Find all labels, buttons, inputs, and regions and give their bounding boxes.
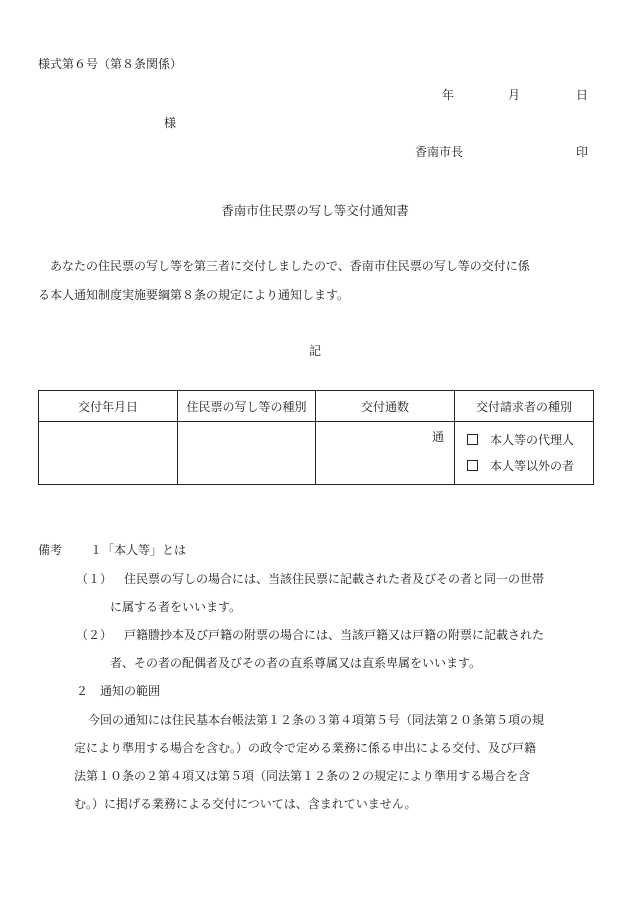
date-day-label: 日 [576, 88, 589, 102]
ki-heading: 記 [308, 344, 321, 358]
header-copy-count: 交付通数 [316, 391, 455, 422]
notes-sub-1-line-2: に属する者をいいます。 [110, 600, 242, 614]
header-document-type: 住民票の写し等の種別 [178, 391, 316, 422]
notes-sub-2-line-2: 者、その者の配偶者及びその者の直系尊属又は直系卑属をいいます。 [110, 656, 482, 670]
checkbox-icon[interactable] [467, 460, 478, 471]
notes-item-2-title: ２ 通知の範囲 [76, 684, 161, 698]
body-line-2: る本人通知制度実施要綱第８条の規定により通知します。 [38, 288, 350, 302]
notes-sub-2-number: （２） [76, 628, 113, 642]
notes-item-2-line-2: 定により準用する場合を含む。）の政令で定める業務に係る申出による交付、及び戸籍 [74, 741, 537, 755]
table-row [39, 422, 594, 485]
checkbox-icon[interactable] [467, 434, 478, 445]
seal-mark: 印 [576, 145, 589, 159]
notes-heading: 備考 [38, 543, 63, 557]
date-month-label: 月 [508, 88, 521, 102]
body-line-1: あなたの住民票の写し等を第三者に交付しましたので、香南市住民票の写し等の交付に係 [38, 259, 530, 273]
requester-option-label: 本人等以外の者 [490, 459, 575, 473]
table-header-row [39, 391, 594, 422]
addressee-suffix: 様 [164, 116, 177, 130]
notes-sub-2-line-1: 戸籍謄抄本及び戸籍の附票の場合には、当該戸籍又は戸籍の附票に記載された [124, 628, 545, 642]
count-unit: 通 [431, 430, 444, 444]
issuance-table [38, 390, 594, 485]
notes-item-2-line-4: む。）に掲げる業務による交付については、含まれていません。 [74, 797, 417, 811]
date-year-label: 年 [442, 88, 455, 102]
header-requester-type: 交付請求者の種別 [455, 391, 594, 422]
notes-sub-1-line-1: 住民票の写しの場合には、当該住民票に記載された者及びその者と同一の世帯 [124, 572, 545, 586]
requester-option-agent[interactable] [467, 427, 593, 453]
requester-option-label: 本人等の代理人 [490, 433, 575, 447]
requester-option-other[interactable] [467, 453, 593, 479]
notes-item-2-line-3: 法第１０条の２第４項又は第５項（同法第１２条の２の規定により準用する場合を含 [74, 769, 531, 783]
form-number: 様式第６号（第８条関係） [38, 57, 183, 71]
notes-item-2-line-1: 今回の通知には住民基本台帳法第１２条の３第４項第５号（同法第２０条第５項の規 [88, 713, 545, 727]
header-issue-date: 交付年月日 [39, 391, 178, 422]
cell-copy-count [316, 422, 455, 485]
issuer-name: 香南市長 [415, 145, 464, 159]
cell-document-type [178, 422, 316, 485]
cell-issue-date [39, 422, 178, 485]
notes-item-1-title: １「本人等」とは [90, 543, 187, 557]
document-title: 香南市住民票の写し等交付通知書 [221, 203, 409, 218]
notes-sub-1-number: （１） [76, 572, 113, 586]
cell-requester-type [455, 422, 594, 485]
